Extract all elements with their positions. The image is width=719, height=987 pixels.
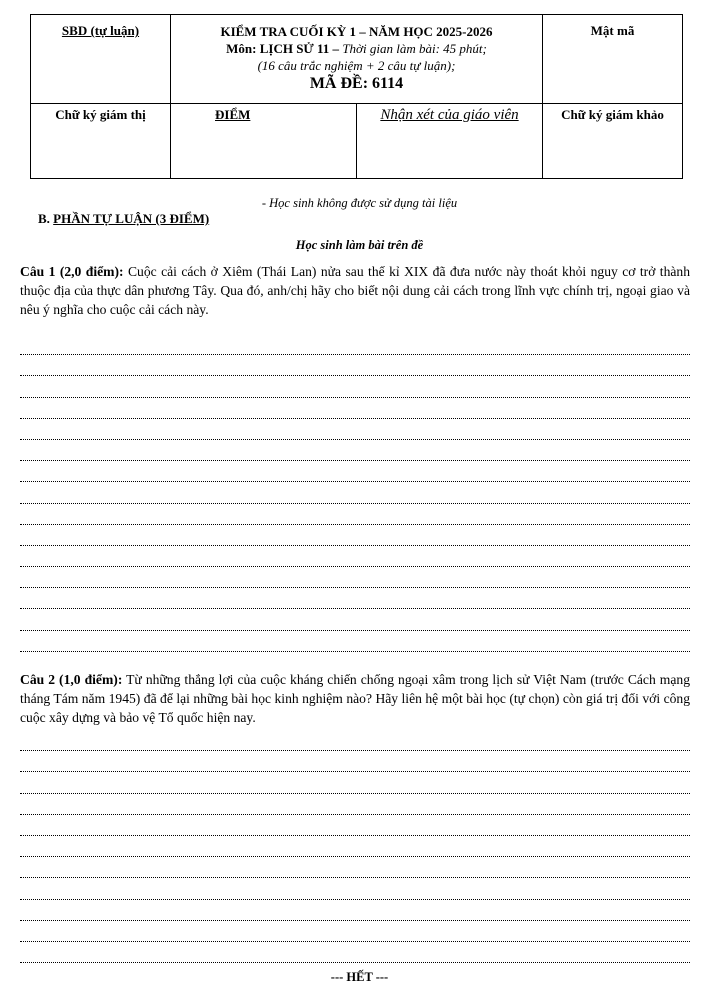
answer-line[interactable]	[20, 857, 690, 878]
answer-area-1[interactable]	[20, 334, 690, 652]
answer-line[interactable]	[20, 525, 690, 546]
question-2	[20, 670, 690, 727]
answer-line[interactable]	[20, 398, 690, 419]
answer-line[interactable]	[20, 334, 690, 355]
question-1-label: Câu 1 (2,0 điểm):	[20, 264, 124, 279]
question-1-text: Cuộc cải cách ở Xiêm (Thái Lan) nửa sau thế kỉ XIX đã đưa nước này thoát khỏi nguy cơ trở thành thuộc địa của thực dân phương Tây. Qua đó, anh/chị hãy cho biết nội dung cải cách trong lĩnh vực chính trị, ngoại giao và nêu ý nghĩa cho cuộc cải cách này.	[20, 264, 691, 317]
answer-line[interactable]	[20, 772, 690, 793]
answer-line[interactable]	[20, 751, 690, 772]
exam-header-table	[30, 14, 683, 179]
question-2-label: Câu 2 (1,0 điểm):	[20, 672, 123, 687]
section-heading	[38, 211, 209, 227]
answer-line[interactable]	[20, 588, 690, 609]
question-1	[20, 262, 690, 319]
score-label: ĐIỂM	[215, 107, 251, 122]
score-cell[interactable]	[171, 104, 357, 179]
answer-line[interactable]	[20, 461, 690, 482]
question-2-text: Từ những thắng lợi của cuộc kháng chiến chống ngoại xâm trong lịch sử Việt Nam (trước Cách mạng tháng Tám năm 1945) đã để lại những bài học kinh nghiệm nào? Hãy liên hệ một bài học (tự chọn) còn giá trị đối với công cuộc xây dựng và bảo vệ Tổ quốc hiện nay.	[20, 672, 690, 725]
answer-line[interactable]	[20, 609, 690, 630]
secret-code-cell	[543, 15, 683, 104]
answer-line[interactable]	[20, 921, 690, 942]
answer-area-2[interactable]	[20, 730, 690, 963]
answer-line[interactable]	[20, 546, 690, 567]
proctor-signature-label: Chữ ký giám thị	[55, 107, 146, 122]
answer-line[interactable]	[20, 730, 690, 751]
answer-line[interactable]	[20, 504, 690, 525]
examiner-signature-label: Chữ ký giám khảo	[561, 107, 664, 122]
exam-subject: Môn: LỊCH SỬ 11 –	[226, 41, 343, 56]
answer-line[interactable]	[20, 794, 690, 815]
examiner-signature-cell[interactable]	[543, 104, 683, 179]
exam-title: KIỂM TRA CUỐI KỲ 1 – NĂM HỌC 2025-2026	[220, 24, 493, 39]
exam-title-cell	[171, 15, 543, 104]
teacher-comment-cell[interactable]	[357, 104, 543, 179]
answer-line[interactable]	[20, 567, 690, 588]
proctor-signature-cell[interactable]	[31, 104, 171, 179]
exam-subject-line	[171, 40, 542, 57]
teacher-comment-label: Nhận xét của giáo viên	[380, 107, 519, 123]
end-marker: --- HẾT ---	[330, 970, 389, 984]
secret-code-label: Mật mã	[590, 23, 635, 38]
no-materials-note: - Học sinh không được sử dụng tài liệu	[261, 196, 458, 210]
answer-line[interactable]	[20, 900, 690, 921]
sbd-cell	[31, 15, 171, 104]
answer-line[interactable]	[20, 631, 690, 652]
answer-line[interactable]	[20, 878, 690, 899]
section-prefix: B.	[38, 211, 54, 226]
section-title: PHẦN TỰ LUẬN (3 ĐIỂM)	[53, 211, 210, 226]
answer-line[interactable]	[20, 355, 690, 376]
exam-time: Thời gian làm bài: 45 phút;	[342, 41, 487, 56]
section-instruction: Học sinh làm bài trên đề	[295, 238, 424, 252]
answer-line[interactable]	[20, 482, 690, 503]
answer-line[interactable]	[20, 419, 690, 440]
exam-code: MÃ ĐỀ: 6114	[309, 75, 404, 92]
answer-line[interactable]	[20, 440, 690, 461]
sbd-label: SBD (tự luận)	[61, 23, 140, 38]
answer-line[interactable]	[20, 376, 690, 397]
answer-line[interactable]	[20, 942, 690, 963]
exam-question-info: (16 câu trắc nghiệm + 2 câu tự luận);	[257, 58, 456, 73]
answer-line[interactable]	[20, 815, 690, 836]
answer-line[interactable]	[20, 836, 690, 857]
